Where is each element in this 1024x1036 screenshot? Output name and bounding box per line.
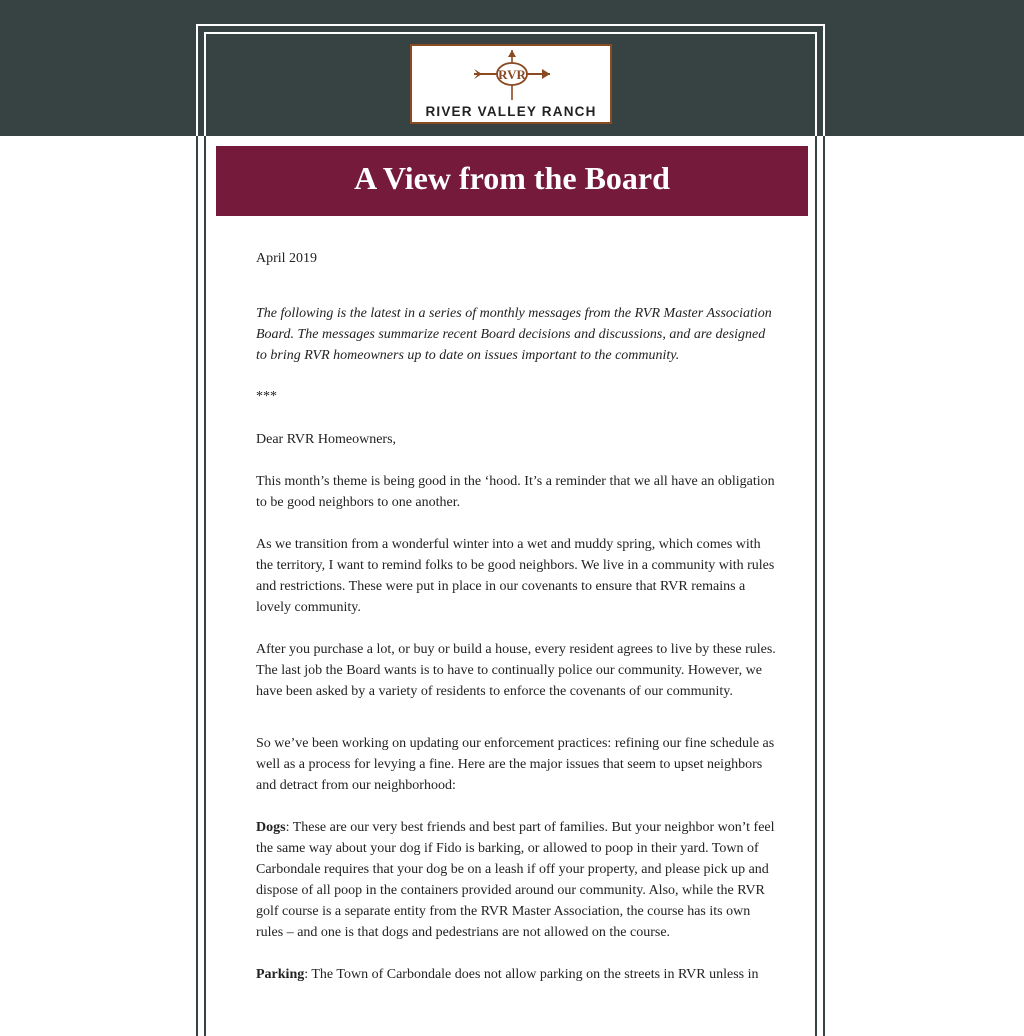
section-separator: *** bbox=[256, 389, 277, 404]
dogs-heading: Dogs bbox=[256, 820, 286, 835]
page-title: A View from the Board bbox=[354, 160, 670, 196]
dogs-text: : These are our very best friends and best part of families. But your neighbor won’t feel the same way about your dog if Fido is barking, or allowed to poop in their yard. Town of Carbondale requires that your dog be on a leash if off your property, and please pick up and dispose of all poop in the containers provided around our community. Also, while the RVR golf course is a separate entity from the RVR Master Association, the course has its own rules – and one is that dogs and pedestrians are not allowed on the course. bbox=[256, 820, 775, 940]
letter-body bbox=[256, 248, 776, 1006]
paragraph-enforcement: So we’ve been working on updating our enforcement practices: refining our fine schedule as well as a process for levying a fine. Here are the major issues that seem to upset neighbors and detract from our neighborhood: bbox=[256, 736, 775, 793]
paragraph-dogs bbox=[256, 817, 776, 943]
intro-paragraph: The following is the latest in a series of monthly messages from the RVR Master Association Board. The messages summarize recent Board decisions and discussions, and are designed to bring RVR homeowners up to date on issues important to the community. bbox=[256, 306, 772, 363]
logo-wordmark: RIVER VALLEY RANCH bbox=[425, 104, 597, 119]
parking-heading: Parking bbox=[256, 967, 305, 982]
paragraph-rules: After you purchase a lot, or buy or build a house, every resident agrees to live by these rules. The last job the Board wants is to have to continually police our community. However, we have been asked by a variety of residents to enforce the covenants of our community. bbox=[256, 642, 776, 699]
letter-date: April 2019 bbox=[256, 251, 318, 266]
paragraph-theme: This month’s theme is being good in the ‘hood. It’s a reminder that we all have an obligation to be good neighbors to one another. bbox=[256, 474, 775, 510]
paragraph-spring: As we transition from a wonderful winter into a wet and muddy spring, which comes with the territory, I want to remind folks to be good neighbors. We live in a community with rules and restrictions. These were put in place in our covenants to ensure that RVR remains a lovely community. bbox=[256, 537, 775, 615]
svg-text:RVR: RVR bbox=[498, 67, 526, 82]
arrow-compass-icon bbox=[470, 48, 554, 104]
parking-text: : The Town of Carbondale does not allow parking on the streets in RVR unless in bbox=[304, 967, 759, 982]
rvr-logo[interactable] bbox=[410, 44, 612, 124]
title-banner bbox=[216, 146, 808, 216]
greeting: Dear RVR Homeowners, bbox=[256, 432, 397, 447]
paragraph-parking bbox=[256, 964, 776, 985]
